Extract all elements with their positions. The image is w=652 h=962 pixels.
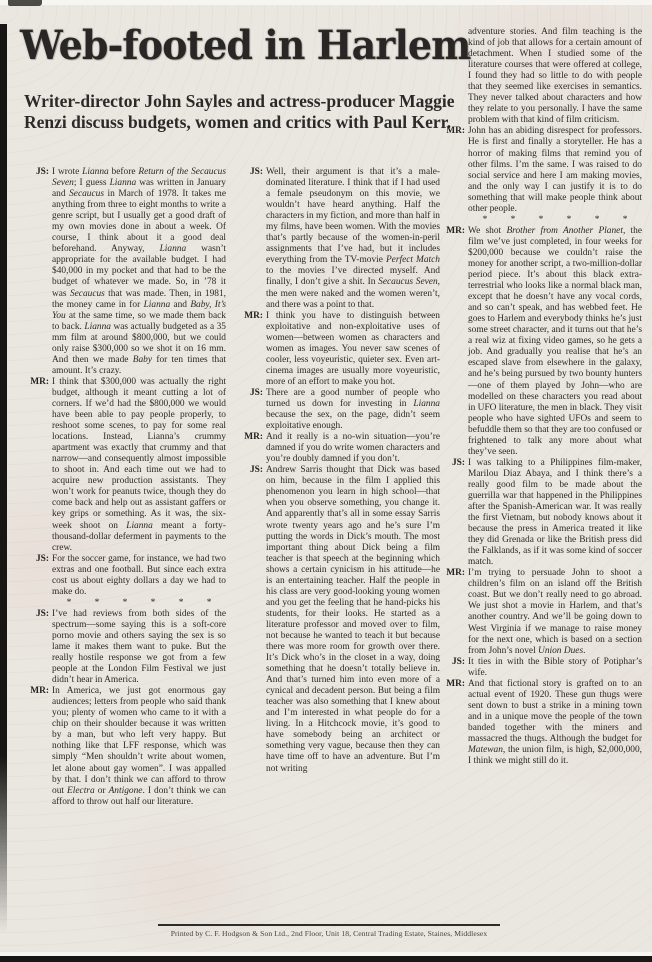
interview-paragraph: [33, 609, 226, 686]
speaker-label: MR:: [446, 678, 465, 689]
film-title: Lianna: [126, 520, 153, 531]
film-title: Matewan: [468, 745, 503, 756]
asterisk-separator: * * * * * *: [66, 597, 212, 608]
speech-text: There are a good number of people who turned us down for investing in: [266, 387, 440, 409]
interview-column-left: [30, 167, 227, 808]
interview-paragraph: [247, 167, 440, 311]
speech-text: ; I guess: [73, 178, 110, 189]
speech-text: or: [94, 785, 109, 796]
film-title: Lianna: [84, 321, 111, 332]
speech-text: in March of 1978. It takes me anything from three to eight months to write a genre script, but I usually get a good draft of my own movies done in about a week. Of course, I think about it a good deal beforehand. Anyway,: [52, 189, 226, 255]
interview-paragraph: [33, 167, 226, 377]
speaker-label: MR:: [446, 568, 465, 579]
film-title: Return of the Secaucus Seven: [52, 167, 226, 189]
speech-text: for ten times that amount. It’s crazy.: [52, 354, 226, 376]
speech-text: I think you have to distinguish between exploitative and non-exploitative uses of women—between women as characters and women as images. You never saw scenes of cooler, less voyeuristic, quieter sex. Even art-cinema images are usually more voyeuristic, more of an effort to make you hot.: [266, 310, 440, 387]
speech-text: . I don’t think we can afford to throw out half our literature.: [52, 785, 226, 807]
film-title: Secaucus: [69, 288, 105, 299]
speech-text: It ties in with the Bible story of Potiphar’s wife.: [468, 656, 642, 678]
speech-text: was written in January and: [52, 178, 226, 200]
interview-paragraph: [446, 225, 643, 458]
speech-text: And that fictional story is grafted on to an actual event of 1920. These gun thugs were sent down to bust a strike in a mining town and in a unique move the people of the town banded together with the miners and massacred the thugs. Although the budget for: [468, 678, 642, 744]
film-title: Lianna: [413, 398, 440, 409]
interview-paragraph: [446, 678, 642, 767]
film-title: Lianna: [143, 299, 171, 310]
speaker-label: MR:: [30, 686, 49, 697]
speaker-label: JS:: [249, 465, 263, 476]
interview-paragraph: [449, 458, 642, 568]
speech-text: was actually budgeted as a 35 mm film at around $800,000, but we could only raise $300,000 so we shot it on 16 mm. And then we made: [52, 321, 226, 365]
speaker-label: JS:: [35, 167, 49, 177]
speaker-label: JS:: [249, 167, 263, 177]
scan-edge-bottom: [0, 956, 652, 962]
speech-text: wasn’t appropriate for the available budget. I had $40,000 in my pocket and that had to be the budget of whatever we made. So, in ’78 it was: [52, 244, 226, 299]
speech-text: to the movies I’ve directed myself. And finally, I don’t give a shit. In: [266, 266, 440, 288]
interview-paragraph: [244, 432, 440, 465]
speech-text: meant a forty-thousand-dollar deferment in payments to the crew.: [52, 520, 226, 553]
film-title: Union Dues: [538, 645, 584, 656]
speech-text: I was talking to a Philippines film-maker, Marilou Diaz Abaya, and I think there’s a really good film to be made about the guerrilla war that happened in the Philippines after the Spanish-American war. It was really the first Vietnam, but nobody knows about it because the press in America treated it like they did Grenada or like the British press did the Falklands, as if it was some kind of soccer match.: [468, 457, 642, 568]
asterisk-separator: * * * * * *: [482, 214, 628, 225]
scan-smudge: [8, 0, 42, 6]
speech-text: and: [170, 299, 191, 310]
speech-text: I’ve had reviews from both sides of the spectrum—some saying this is a soft-core porno movie and others saying the sex is so lame it makes them want to puke. But the really hostile response we got from a few people at the London Film Festival we just didn’t hear in America.: [52, 608, 226, 686]
speaker-label: MR:: [446, 225, 465, 236]
speech-text: For the soccer game, for instance, we had two extras and one football. But since each extra cost us about eighty dollars a day we had to make do.: [52, 553, 226, 597]
film-title: Lianna: [82, 167, 109, 177]
speaker-label: MR:: [244, 310, 263, 321]
speech-text: Andrew Sarris thought that Dick was based on him, because in the film I applied this phenomenon you learn in high school—that when you observe something, you change it. And apparently that’s all in some essay Sarris wrote twenty years ago and he’s sure I’m putting the words in Dick’s mouth. The most important thing about Dick being a film teacher is that speech at the beginning which shows a certain cynicism in his attitude—he is an entertaining teacher. Half the people in his class are very good-looking young women and you get the feeling that he hand-picks his students, for their looks. He started as a literature professor and moved over to film, not because he wanted to teach it but because there was more room for growth over there. It’s Dick who’s in the closet in a way, doing something that he doesn’t totally believe in. And that’s turned him into even more of a cynical and decadent person. But being a film teacher was also something that I knew about and I’m interested in what people do for a living. In a Hitchcock movie, it’s good to have somebody being an architect or something very vague, because then they can have time off to have an adventure. But I’m not writing: [266, 465, 440, 774]
speech-text: I wrote: [52, 167, 83, 177]
interview-paragraph: [33, 554, 226, 598]
scan-edge-top: [0, 0, 652, 5]
speech-text: , the film we’ve just completed, in four weeks for $200,000 because we couldn’t raise the money for another script, a two-million-dollar period piece. It’s about this black extra-terrestrial who looks like a normal black man, except that he doesn’t have any vocal cords, and so can’t speak, and has webbed feet. He goes to Harlem and everybody thinks he’s just some street character, and it turns out that he’s a real wiz at fixing video games, so he gets a job. And gradually you realise that he’s an escaped slave from elsewhere in the galaxy, and he’s being pursued by two bounty hunters—one of them played by John—who are modelled on these characters you read about in UFO literature, the men in black. They visit people who have sighted UFOs and seem to befuddle them so that they are too confused or frightened to talk any more about what they’ve seen.: [468, 225, 643, 457]
speech-text: , the union film, is high, $2,000,000, I think we might still do it.: [468, 745, 642, 767]
speech-text: because the sex, on the page, didn’t seem exploitative enough.: [266, 410, 440, 432]
film-title: Antigone: [108, 785, 143, 796]
interview-column-right: [446, 27, 643, 767]
speech-text: adventure stories. And film teaching is the kind of job that allows for a certain amount of detachment. When I studied some of the literature courses that were offered at college, I found they had so little to do with people that they seemed like exercises in semantics. They never talked about characters and how they relate to you personally. I have the same problem with that kind of film criticism.: [468, 27, 642, 126]
speaker-label: JS:: [249, 387, 263, 398]
interview-paragraph: [247, 388, 440, 432]
interview-paragraph: [244, 310, 440, 388]
speech-text: John has an abiding disrespect for professors. He is first and finally a storyteller. He has a horror of making films that remind you of other films. I’m the same. I was raised to do social service and here I am making movies, and the only way I can justify it is to do something that will make people think about other people.: [468, 126, 642, 214]
interview-paragraph: [30, 686, 226, 808]
speaker-label: JS:: [35, 608, 49, 619]
film-title: Electra: [67, 785, 95, 796]
speech-text: I think that $300,000 was actually the right budget, although it meant cutting a lot of corners. If we’d had the $800,000 we would have been able to pay people properly, to reshoot some scenes, to pay for some real locations. Instead, Lianna’s crummy apartment was exactly that crummy and that narrow—and consequently almost impossible to shoot in. And each time out we had to acquire new production assistants. They won’t work for peanuts twice, though they do come back and help out as assistant gaffers or key grips or something. As it was, the six-week shoot on: [52, 376, 226, 531]
interview-paragraph: [247, 465, 440, 774]
speech-text: at the same time, so we made them back to back.: [52, 310, 226, 332]
speech-text: And it really is a no-win situation—you’re damned if you do write women characters and you’re doubly damned if you don’t.: [266, 432, 440, 465]
speech-text: .: [583, 645, 586, 656]
speaker-label: JS:: [35, 553, 49, 564]
speaker-label: JS:: [451, 457, 465, 468]
speaker-label: JS:: [451, 656, 465, 667]
speaker-label: MR:: [446, 126, 465, 137]
speaker-label: MR:: [244, 432, 263, 443]
film-title: Secaucus Seven: [378, 277, 438, 288]
film-title: Perfect Match: [385, 255, 440, 266]
speech-text: I’m trying to persuade John to shoot a children’s film on an island off the British coast. But we don’t really need to go abroad. We just shot a movie in Harlem, and that’s another country. And we’ll be going down to West Virginia if we manage to raise money for the next one, which is based on a section from John’s novel: [468, 568, 642, 656]
film-title: Baby, It’s You: [52, 299, 227, 321]
speech-text: We shot: [468, 225, 507, 236]
film-title: Baby: [132, 354, 153, 365]
page-subtitle: Writer-director John Sayles and actress-producer Maggie Renzi discuss budgets, women and critics with Paul Kerr.: [24, 91, 455, 132]
speech-text: Well, their argument is that it’s a male-dominated literature. I think that if I had used a female pseudonym on this movie, we wouldn’t have heard anything. Half the characters in my fiction, and more than half in my films, have been women. With the movies that’s partly because of the women-in-peril assignments that I’ve had, but it includes everything from the TV-movie: [266, 167, 440, 266]
page-title: Web-footed in Harlem: [20, 22, 471, 69]
scan-edge-left: [0, 24, 7, 962]
film-title: Secaucus: [69, 189, 104, 200]
interview-column-middle: [244, 167, 440, 775]
interview-paragraph: [449, 27, 642, 126]
speech-text: In America, we just got enormous gay audiences; letters from people who said thank you; plenty of women who came to it with a chip on their shoulder because it was written by a man, but who left very happy. But nothing like that LFF response, which was simply “Men shouldn’t write about women, let alone about gay women”. I was appalled by that. I don’t think we can afford to throw out: [52, 686, 226, 796]
speech-text: before: [108, 167, 139, 177]
film-title: Lianna: [109, 178, 137, 189]
interview-paragraph: [449, 657, 642, 679]
speaker-label: MR:: [30, 376, 49, 387]
printer-credit: [158, 924, 500, 938]
interview-paragraph: [30, 376, 226, 554]
interview-paragraph: [446, 126, 642, 214]
interview-paragraph: [446, 568, 642, 656]
speech-text: , the men were naked and the women weren’t, and there was a point to that.: [266, 277, 440, 310]
film-title: Lianna: [159, 244, 187, 255]
speech-text: that was made. Then, in 1981, the money came in for: [52, 288, 226, 310]
printer-credit-text: Printed by C. F. Hodgson & Son Ltd., 2nd Floor, Unit 18, Central Trading Estate, Staines, Middlesex: [170, 929, 488, 938]
film-title: Brother from Another Planet: [506, 225, 623, 236]
